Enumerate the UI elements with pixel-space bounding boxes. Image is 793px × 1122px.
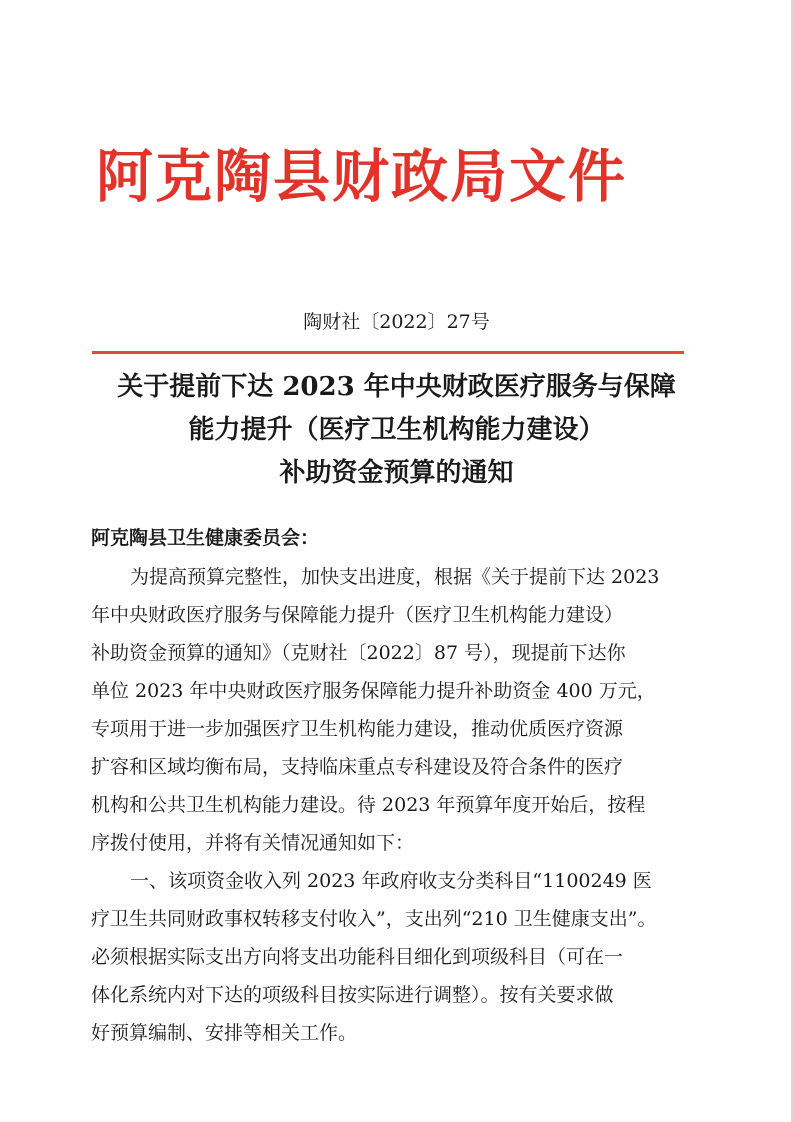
document-number: 陶财社〔2022〕27号 xyxy=(303,311,490,333)
body-line: 必须根据实际支出方向将支出功能科目细化到项级科目（可在一 xyxy=(91,946,624,968)
body-line: 体化系统内对下达的项级科目按实际进行调整）。按有关要求做 xyxy=(91,984,614,1006)
body-line: 一、该项资金收入列 2023 年政府收支分类科目“1100249 医 xyxy=(130,870,652,892)
body-line: 序拨付使用，并将有关情况通知如下： xyxy=(91,832,415,854)
body-line: 为提高预算完整性，加快支出进度，根据《关于提前下达 2023 xyxy=(130,566,660,588)
body-line: 机构和公共卫生机构能力建设。待 2023 年预算年度开始后，按程 xyxy=(91,794,646,816)
body-line: 单位 2023 年中央财政医疗服务保障能力提升补助资金 400 万元， xyxy=(91,680,656,702)
org-header-title: 阿克陶县财政局文件 xyxy=(96,143,627,210)
body-line: 专项用于进一步加强医疗卫生机构能力建设，推动优质医疗资源 xyxy=(91,718,624,740)
red-divider-line xyxy=(92,351,684,354)
body-line: 好预算编制、安排等相关工作。 xyxy=(91,1022,358,1044)
document-title-line-3: 补助资金预算的通知 xyxy=(279,458,514,488)
document-title-line-1: 关于提前下达 2023 年中央财政医疗服务与保障 xyxy=(117,372,676,402)
body-line: 疗卫生共同财政事权转移支付收入”，支出列“210 卫生健康支出”。 xyxy=(91,908,657,930)
document-title-line-2: 能力提升（医疗卫生机构能力建设） xyxy=(188,415,605,445)
body-line: 扩容和区域均衡布局，支持临床重点专科建设及符合条件的医疗 xyxy=(91,756,624,778)
body-line: 年中央财政医疗服务与保障能力提升（医疗卫生机构能力建设） xyxy=(91,604,624,626)
recipient-salutation: 阿克陶县卫生健康委员会： xyxy=(91,527,320,549)
body-line: 补助资金预算的通知》（克财社〔2022〕87 号），现提前下达你 xyxy=(91,642,626,664)
